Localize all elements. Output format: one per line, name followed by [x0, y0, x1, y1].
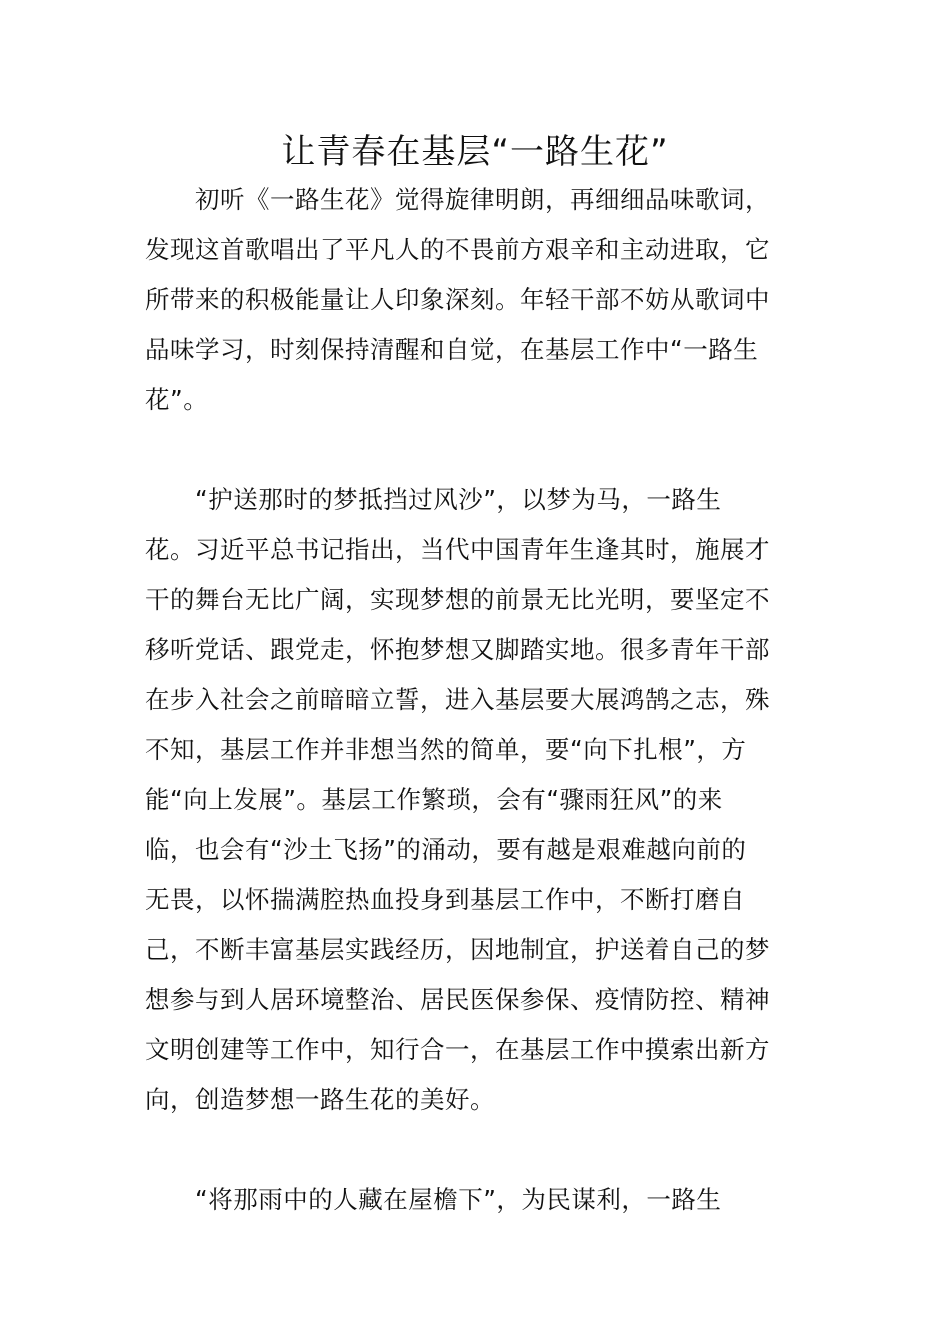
text-line: 发现这首歌唱出了平凡人的不畏前方艰辛和主动进取，它	[145, 235, 770, 264]
text-line: 能“向上发展”。基层工作繁琐，会有“骤雨狂风”的来	[145, 785, 723, 814]
page-title: 让青春在基层“一路生花”	[281, 132, 669, 172]
text-line: 向，创造梦想一路生花的美好。	[145, 1085, 495, 1114]
paragraph-spacer	[145, 1125, 809, 1175]
text-line: “将那雨中的人藏在屋檐下”，为民谋利，一路生	[195, 1185, 722, 1214]
text-line: 文明创建等工作中，知行合一，在基层工作中摸索出新方	[145, 1035, 770, 1064]
text-line: 想参与到人居环境整治、居民医保参保、疫情防控、精神	[145, 985, 770, 1014]
paragraph-1	[145, 175, 809, 425]
document-body	[145, 175, 809, 1225]
text-line: 临，也会有“沙土飞扬”的涌动，要有越是艰难越向前的	[145, 835, 747, 864]
text-line: 无畏，以怀揣满腔热血投身到基层工作中，不断打磨自	[145, 885, 745, 914]
text-line: 花”。	[145, 385, 209, 414]
text-line: 在步入社会之前暗暗立誓，进入基层要大展鸿鹄之志，殊	[145, 685, 770, 714]
text-line: 初听《一路生花》觉得旋律明朗，再细细品味歌词，	[195, 185, 770, 214]
text-line: 己，不断丰富基层实践经历，因地制宜，护送着自己的梦	[145, 935, 770, 964]
paragraph-3	[145, 1175, 809, 1225]
text-line: 移听党话、跟党走，怀抱梦想又脚踏实地。很多青年干部	[145, 635, 770, 664]
paragraph-spacer	[145, 425, 809, 475]
text-line: 不知，基层工作并非想当然的简单，要“向下扎根”，方	[145, 735, 747, 764]
text-line: 品味学习，时刻保持清醒和自觉，在基层工作中“一路生	[145, 335, 759, 364]
text-line: 干的舞台无比广阔，实现梦想的前景无比光明，要坚定不	[145, 585, 770, 614]
text-line: “护送那时的梦抵挡过风沙”，以梦为马，一路生	[195, 485, 722, 514]
text-line: 所带来的积极能量让人印象深刻。年轻干部不妨从歌词中	[145, 285, 770, 314]
text-line: 花。习近平总书记指出，当代中国青年生逢其时，施展才	[145, 535, 770, 564]
paragraph-2	[145, 475, 809, 1125]
